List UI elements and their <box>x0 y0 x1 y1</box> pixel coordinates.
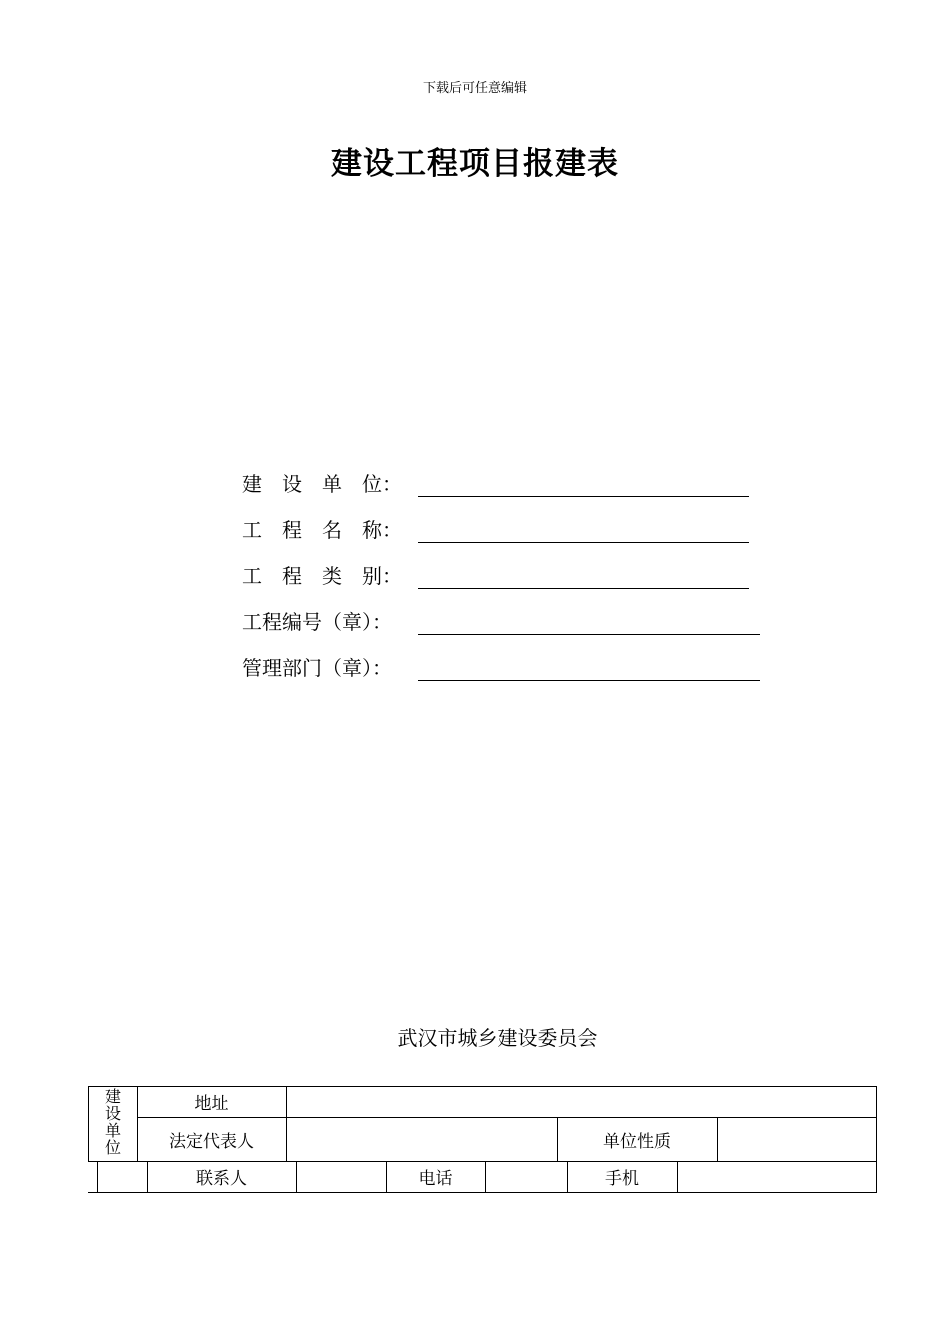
contact-label: 联系人 <box>196 1169 247 1189</box>
field-project-name <box>242 513 749 543</box>
table-border-left <box>88 1086 89 1161</box>
field-label: 工 程 类 别： <box>242 564 402 588</box>
field-project-number <box>242 605 760 635</box>
field-label: 管理部门（章）： <box>242 656 392 680</box>
mobile-value-cell[interactable] <box>678 1162 876 1192</box>
phone-value-cell[interactable] <box>486 1162 567 1192</box>
group-label-char: 建 <box>104 1087 121 1106</box>
legal-rep-label: 法定代表人 <box>169 1131 254 1152</box>
unit-nature-value-cell[interactable] <box>718 1118 876 1161</box>
field-management-dept <box>242 651 760 681</box>
group-label-char: 位 <box>104 1138 121 1157</box>
address-label: 地址 <box>194 1094 229 1114</box>
organization-name: 武汉市城乡建设委员会 <box>397 1026 598 1050</box>
table-rule <box>97 1161 98 1192</box>
field-project-category <box>242 559 749 589</box>
group-label-char: 设 <box>104 1104 121 1123</box>
page-title: 建设工程项目报建表 <box>331 146 619 182</box>
group-label-char: 单 <box>104 1121 121 1140</box>
field-label: 工程编号（章）： <box>242 610 392 634</box>
fill-line[interactable] <box>418 610 760 635</box>
table-border-bottom <box>88 1192 877 1193</box>
unit-nature-label: 单位性质 <box>603 1131 671 1152</box>
group-label-construction-unit <box>98 1088 128 1156</box>
fill-line[interactable] <box>418 564 749 589</box>
fill-line[interactable] <box>418 518 749 543</box>
contact-value-cell[interactable] <box>297 1162 386 1192</box>
mobile-label: 手机 <box>605 1169 639 1189</box>
fill-line[interactable] <box>418 472 749 497</box>
phone-label: 电话 <box>418 1169 453 1189</box>
field-label: 建 设 单 位： <box>242 472 402 496</box>
legal-rep-value-cell[interactable] <box>287 1118 557 1161</box>
address-value-cell[interactable] <box>287 1087 876 1117</box>
header-note: 下载后可任意编辑 <box>422 81 527 96</box>
field-label: 工 程 名 称： <box>242 518 402 542</box>
table-border-right <box>876 1086 877 1192</box>
field-construction-unit <box>242 467 749 497</box>
fill-line[interactable] <box>418 656 760 681</box>
